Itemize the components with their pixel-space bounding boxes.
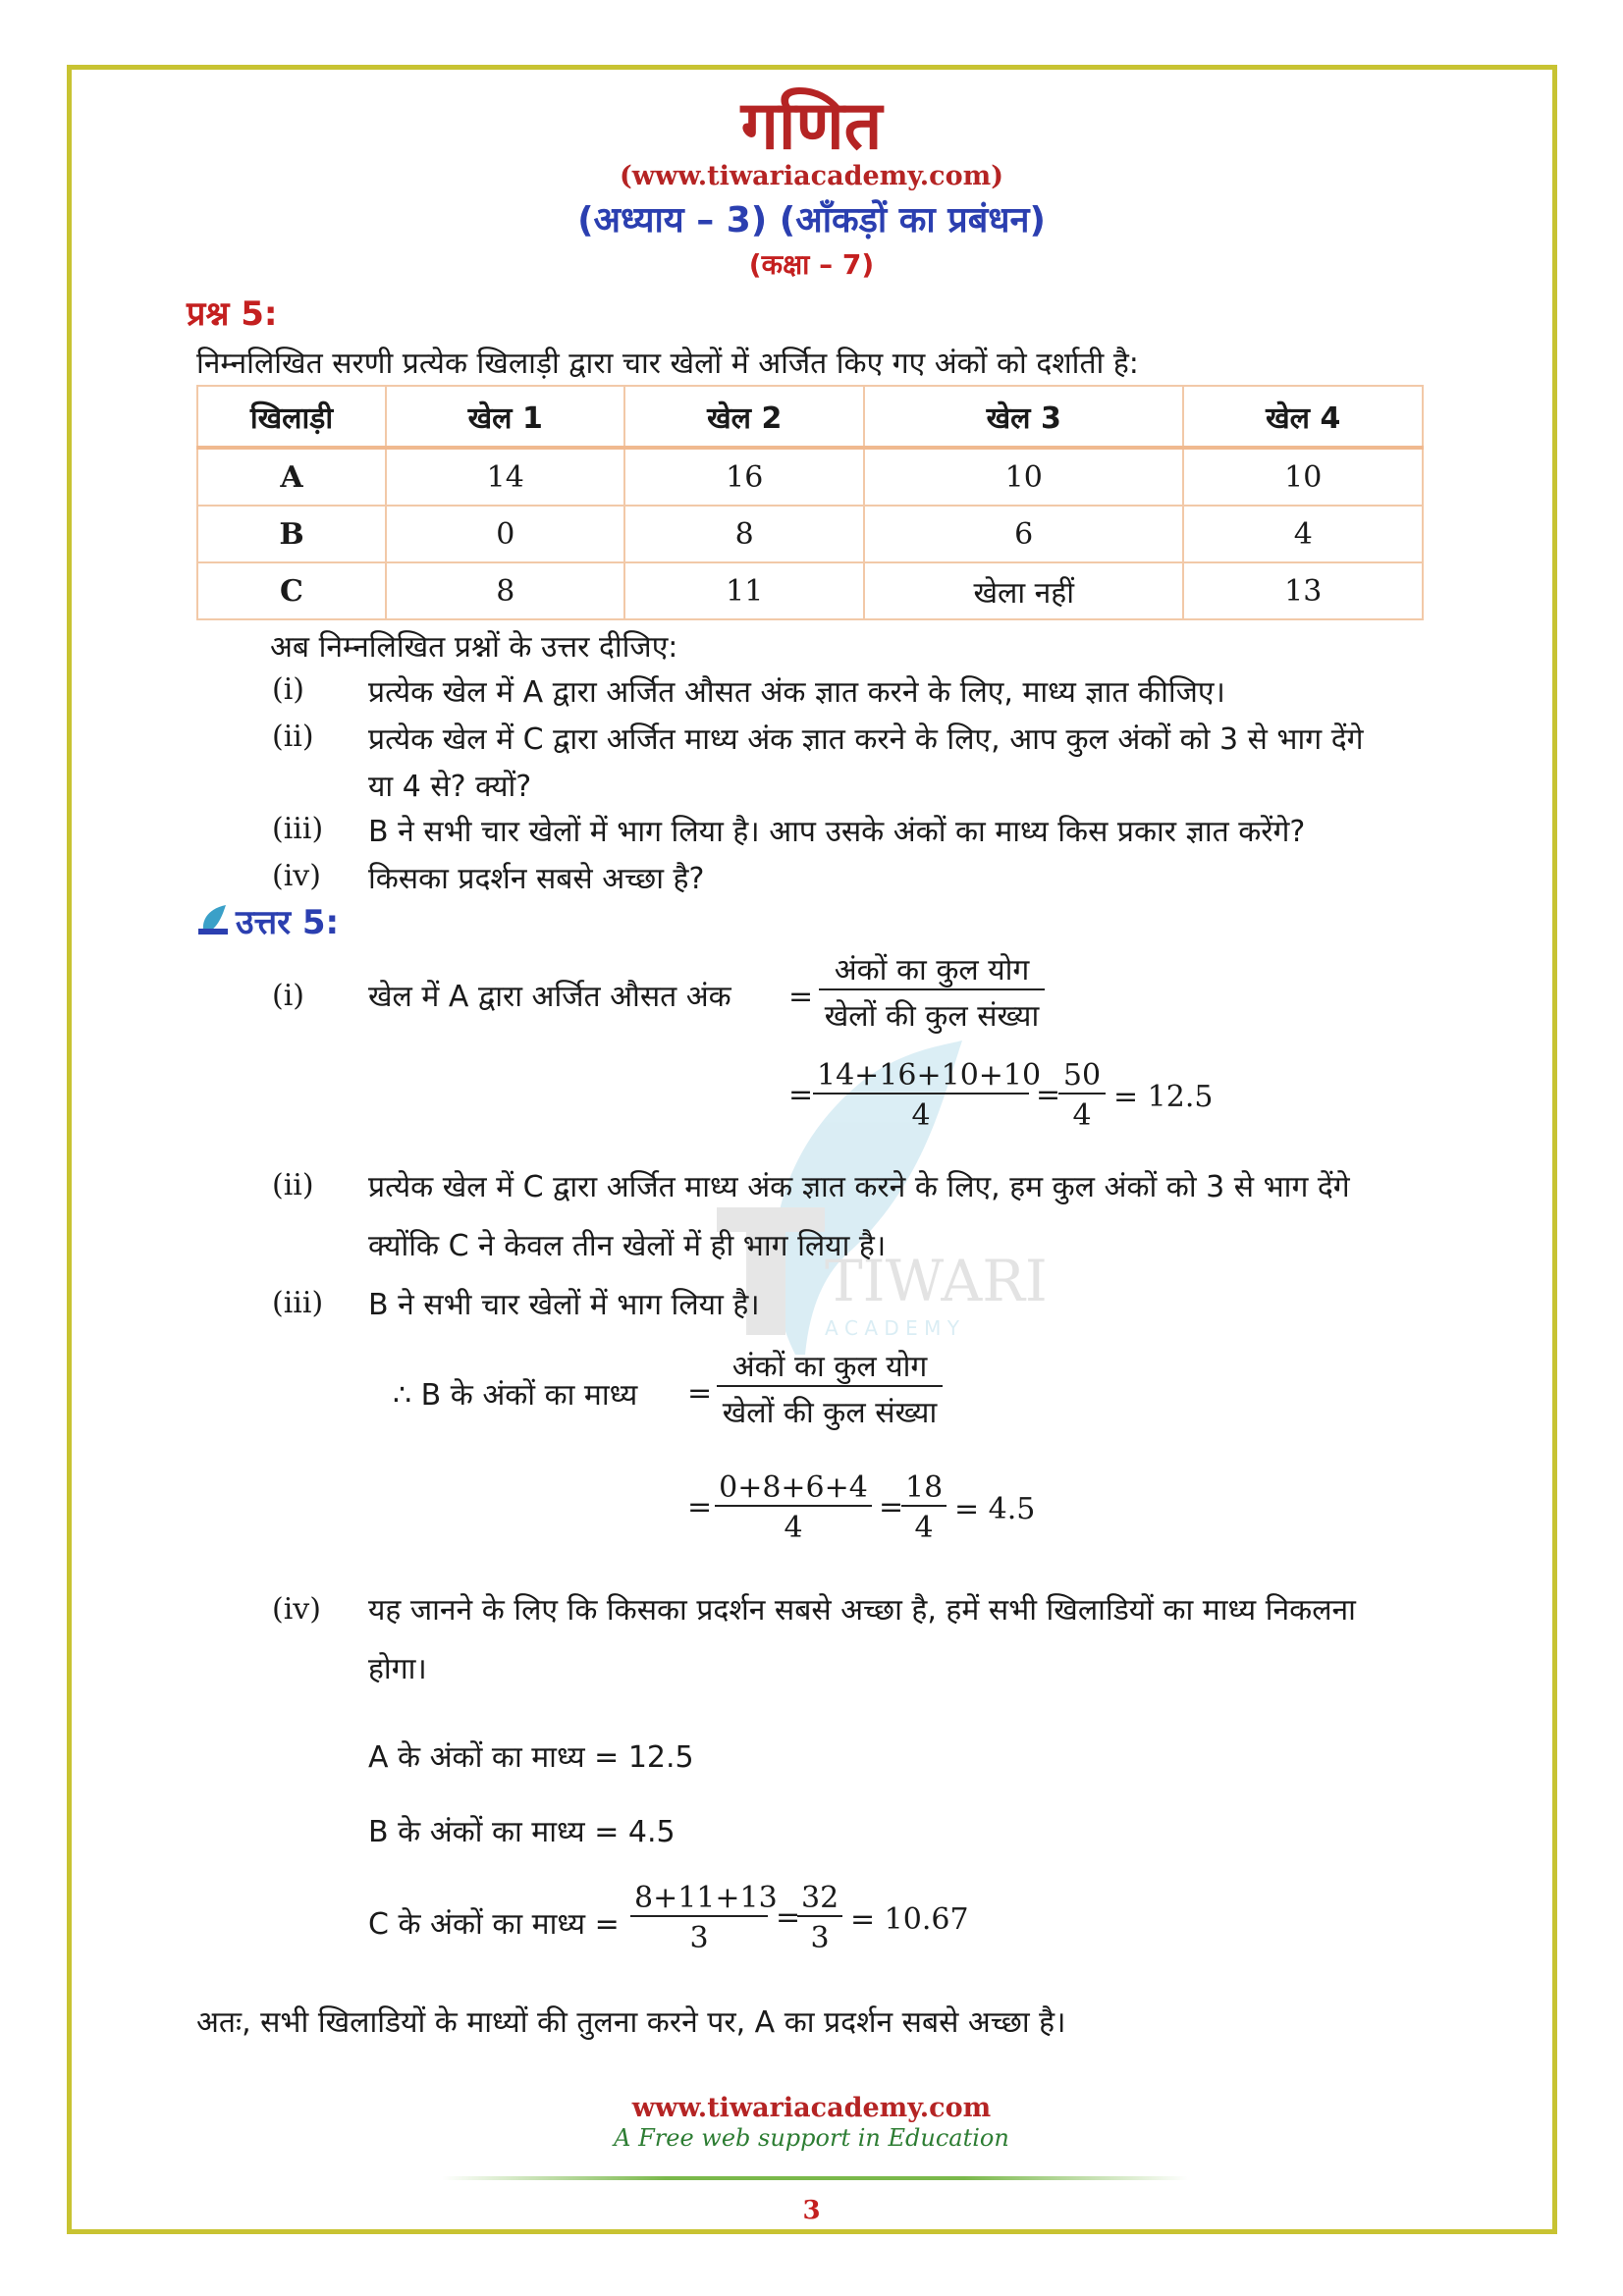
mean-c-calculation-simplified bbox=[797, 1881, 842, 1955]
mean-c-calculation bbox=[630, 1881, 778, 1955]
table-cell: 0 bbox=[386, 506, 624, 562]
answer-iii-calculation-simplified bbox=[901, 1470, 947, 1545]
part-number: (ii) bbox=[272, 720, 314, 754]
answer-iii-formula bbox=[717, 1345, 943, 1431]
table-cell: C bbox=[197, 562, 386, 619]
table-header-cell: खेल 2 bbox=[624, 386, 863, 448]
fraction-numerator: 50 bbox=[1058, 1058, 1106, 1095]
class-label: (कक्षा – 7) bbox=[748, 248, 875, 281]
footer-website: www.tiwariacademy.com bbox=[631, 2093, 992, 2123]
part-number: (iii) bbox=[272, 812, 324, 846]
table-header-row bbox=[197, 386, 1423, 448]
table-header-cell: खेल 4 bbox=[1183, 386, 1423, 448]
mean-c-label: C के अंकों का माध्य = bbox=[368, 1907, 620, 1942]
answer-part-number: (iii) bbox=[272, 1286, 324, 1320]
answer-iii-label: ∴ B के अंकों का माध्य bbox=[393, 1378, 638, 1413]
header-website: (www.tiwariacademy.com) bbox=[620, 161, 1003, 191]
table-cell: 6 bbox=[864, 506, 1184, 562]
part-number: (iv) bbox=[272, 859, 321, 893]
table-cell: 8 bbox=[386, 562, 624, 619]
question-prompt: अब निम्नलिखित प्रश्नों के उत्तर दीजिए: bbox=[270, 630, 678, 665]
answer-i-calculation-simplified bbox=[1058, 1058, 1106, 1133]
mean-a: A के अंकों का माध्य = 12.5 bbox=[368, 1740, 694, 1775]
table-cell: 16 bbox=[624, 448, 863, 506]
fraction-numerator: 14+16+10+10 bbox=[813, 1058, 1029, 1095]
question-heading: प्रश्न 5: bbox=[187, 294, 278, 334]
answer-conclusion: अतः, सभी खिलाडियों के माध्यों की तुलना करने पर, A का प्रदर्शन सबसे अच्छा है। bbox=[196, 2005, 1066, 2040]
fraction-denominator: 3 bbox=[689, 1921, 709, 1955]
table-cell: 10 bbox=[864, 448, 1184, 506]
table-cell: 11 bbox=[624, 562, 863, 619]
answer-i-result: = 12.5 bbox=[1113, 1080, 1214, 1114]
equals-sign: = bbox=[687, 1490, 713, 1524]
table-cell: 4 bbox=[1183, 506, 1423, 562]
table-cell: 8 bbox=[624, 506, 863, 562]
table-cell: B bbox=[197, 506, 386, 562]
fraction-denominator: खेलों की कुल संख्या bbox=[824, 999, 1040, 1034]
part-number: (i) bbox=[272, 672, 305, 707]
answer-i-formula bbox=[819, 948, 1045, 1035]
part-text: B ने सभी चार खेलों में भाग लिया है। आप उसके अंकों का माध्य किस प्रकार ज्ञात करेंगे? bbox=[368, 815, 1306, 849]
part-text: किसका प्रदर्शन सबसे अच्छा है? bbox=[368, 862, 705, 896]
footer-divider bbox=[442, 2176, 1188, 2180]
equals-sign: = bbox=[776, 1900, 801, 1935]
fraction-denominator: 4 bbox=[1072, 1098, 1092, 1133]
part-text: या 4 से? क्यों? bbox=[368, 770, 532, 804]
fraction-numerator: 32 bbox=[797, 1881, 842, 1917]
page-number: 3 bbox=[802, 2196, 821, 2225]
answer-iii-line: B ने सभी चार खेलों में भाग लिया है। bbox=[368, 1288, 760, 1322]
table-row bbox=[197, 506, 1423, 562]
mean-c-result: = 10.67 bbox=[850, 1902, 969, 1937]
table-row bbox=[197, 562, 1423, 619]
answer-ii-line: प्रत्येक खेल में C द्वारा अर्जित माध्य अंक ज्ञात करने के लिए, हम कुल अंकों को 3 से भाग देंगे bbox=[368, 1170, 1350, 1204]
equals-sign: = bbox=[687, 1376, 713, 1411]
answer-part-number: (i) bbox=[272, 979, 305, 1013]
scores-table bbox=[196, 385, 1424, 620]
answer-iii-result: = 4.5 bbox=[954, 1492, 1036, 1526]
answer-part-number: (ii) bbox=[272, 1168, 314, 1202]
answer-iv-line: होगा। bbox=[368, 1652, 427, 1686]
table-header-cell: खेल 3 bbox=[864, 386, 1184, 448]
fraction-numerator: 18 bbox=[901, 1470, 947, 1507]
answer-i-calculation bbox=[813, 1058, 1042, 1133]
answer-ii-line: क्योंकि C ने केवल तीन खेलों में ही भाग लिया है। bbox=[368, 1229, 887, 1263]
watermark-text: TIWARI bbox=[825, 1248, 1048, 1314]
fraction-denominator: 3 bbox=[810, 1921, 830, 1955]
table-header-cell: खेल 1 bbox=[386, 386, 624, 448]
table-cell: 13 bbox=[1183, 562, 1423, 619]
part-text: प्रत्येक खेल में A द्वारा अर्जित औसत अंक ज्ञात करने के लिए, माध्य ज्ञात कीजिए। bbox=[368, 675, 1225, 710]
chapter-heading: (अध्याय – 3) (आँकड़ों का प्रबंधन) bbox=[577, 200, 1046, 240]
answer-iii-calculation bbox=[715, 1470, 872, 1545]
tiwari-logo-icon bbox=[196, 903, 230, 936]
table-cell: A bbox=[197, 448, 386, 506]
equals-sign: = bbox=[1036, 1078, 1061, 1112]
mean-b: B के अंकों का माध्य = 4.5 bbox=[368, 1815, 676, 1849]
page-title: गणित bbox=[740, 87, 883, 165]
equals-sign: = bbox=[879, 1490, 904, 1524]
table-cell: खेला नहीं bbox=[864, 562, 1184, 619]
answer-heading: उत्तर 5: bbox=[236, 903, 340, 942]
fraction-numerator: अंकों का कुल योग bbox=[717, 1345, 943, 1387]
table-cell: 14 bbox=[386, 448, 624, 506]
fraction-denominator: खेलों की कुल संख्या bbox=[722, 1396, 938, 1430]
watermark-subtext: A C A D E M Y bbox=[825, 1316, 959, 1340]
table-header-cell: खिलाड़ी bbox=[197, 386, 386, 448]
fraction-numerator: अंकों का कुल योग bbox=[819, 948, 1045, 990]
fraction-denominator: 4 bbox=[784, 1511, 803, 1545]
fraction-numerator: 0+8+6+4 bbox=[715, 1470, 872, 1507]
fraction-denominator: 4 bbox=[911, 1098, 931, 1133]
fraction-denominator: 4 bbox=[914, 1511, 934, 1545]
part-text: प्रत्येक खेल में C द्वारा अर्जित माध्य अंक ज्ञात करने के लिए, आप कुल अंकों को 3 से भाग देंगे bbox=[368, 722, 1364, 757]
question-intro: निम्नलिखित सरणी प्रत्येक खिलाड़ी द्वारा चार खेलों में अर्जित किए गए अंकों को दर्शाती है: bbox=[196, 347, 1139, 381]
table-row bbox=[197, 448, 1423, 506]
equals-sign: = bbox=[788, 1078, 814, 1112]
equals-sign: = bbox=[788, 980, 814, 1014]
answer-iv-line: यह जानने के लिए कि किसका प्रदर्शन सबसे अच्छा है, हमें सभी खिलाडियों का माध्य निकलना bbox=[368, 1593, 1356, 1628]
answer-i-label: खेल में A द्वारा अर्जित औसत अंक bbox=[368, 980, 731, 1014]
table-cell: 10 bbox=[1183, 448, 1423, 506]
fraction-numerator: 8+11+13 bbox=[630, 1881, 768, 1917]
footer-tagline: A Free web support in Education bbox=[614, 2124, 1009, 2152]
answer-part-number: (iv) bbox=[272, 1592, 321, 1627]
